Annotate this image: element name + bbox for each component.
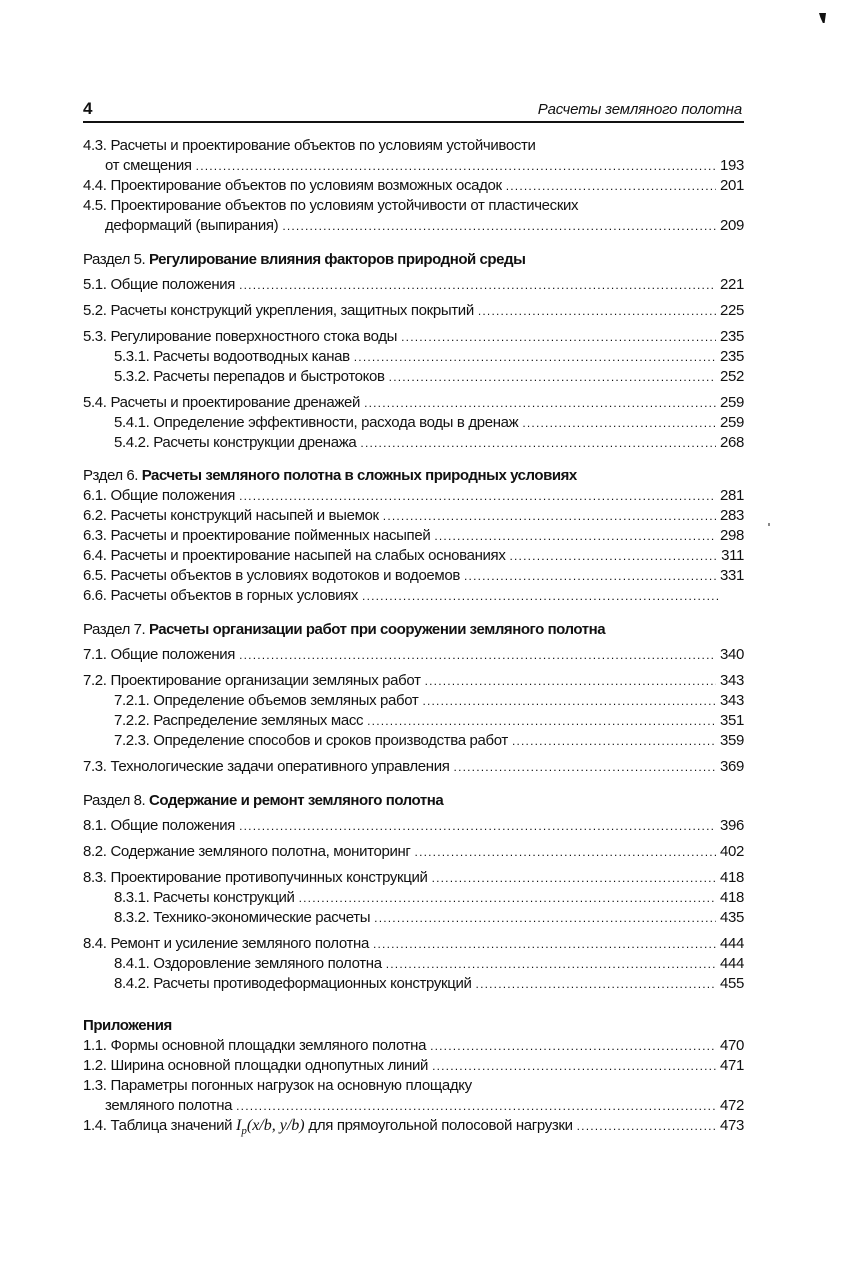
leader-dots bbox=[386, 954, 716, 974]
toc-entry-6-3[interactable]: 6.3. Расчеты и проектирование пойменных насыпей ..... 298 bbox=[83, 526, 744, 546]
toc-entry-6-4[interactable]: 6.4. Расчеты и проектирование насыпей на слабых основаниях ..... 311 bbox=[83, 546, 744, 566]
page-ref: 435 bbox=[720, 909, 744, 926]
toc-entry-8-4-1[interactable]: 8.4.1. Оздоровление земляного полотна ..... 444 bbox=[83, 954, 744, 974]
page-ref: 221 bbox=[720, 276, 744, 293]
leader-dots bbox=[239, 816, 716, 836]
toc-entry-7-2-3[interactable]: 7.2.3. Определение способов и сроков производства работ ..... 359 bbox=[83, 731, 744, 751]
page-ref: 444 bbox=[720, 935, 744, 952]
leader-dots bbox=[239, 486, 716, 506]
toc-entry-6-5[interactable]: 6.5. Расчеты объектов в условиях водотоков и водоемов ..... 331 bbox=[83, 566, 744, 586]
page-ref: 343 bbox=[720, 692, 744, 709]
leader-dots bbox=[415, 842, 716, 862]
toc-entry-4-5-cont[interactable]: деформаций (выпирания) ..... 209 bbox=[83, 216, 744, 236]
leader-dots bbox=[239, 275, 716, 295]
page-header bbox=[83, 99, 744, 123]
leader-dots bbox=[282, 216, 716, 236]
leader-dots bbox=[425, 671, 716, 691]
running-title: Расчеты земляного полотна bbox=[537, 101, 742, 118]
page-ref: 281 bbox=[720, 487, 744, 504]
page-ref: 470 bbox=[720, 1037, 744, 1054]
toc-entry-app-1-3[interactable]: 1.3. Параметры погонных нагрузок на основную площадку bbox=[83, 1077, 472, 1094]
section-heading-7: Раздел 7. Расчеты организации работ при сооружении земляного полотна bbox=[83, 621, 606, 638]
page-ref: 455 bbox=[720, 975, 744, 992]
toc-entry-app-1-2[interactable]: 1.2. Ширина основной площадки однопутных линий ..... 471 bbox=[83, 1056, 744, 1076]
appendix-heading: Приложения bbox=[83, 1017, 172, 1034]
section-heading-5: Раздел 5. Регулирование влияния факторов природной среды bbox=[83, 251, 526, 268]
toc-entry-7-2[interactable]: 7.2. Проектирование организации земляных работ ..... 343 bbox=[83, 671, 744, 691]
toc-entry-5-3-1[interactable]: 5.3.1. Расчеты водоотводных канав ..... 235 bbox=[83, 347, 744, 367]
leader-dots bbox=[367, 711, 716, 731]
page-ref: 369 bbox=[720, 758, 744, 775]
leader-dots bbox=[196, 156, 716, 176]
leader-dots bbox=[464, 566, 716, 586]
leader-dots bbox=[454, 757, 716, 777]
scan-corner-mark bbox=[819, 13, 826, 23]
toc-entry-4-5[interactable]: 4.5. Проектирование объектов по условиям устойчивости от пластических bbox=[83, 197, 579, 214]
page-ref: 235 bbox=[720, 328, 744, 345]
toc-entry-5-2[interactable]: 5.2. Расчеты конструкций укрепления, защитных покрытий ..... 225 bbox=[83, 301, 744, 321]
toc-entry-app-1-3-cont[interactable]: земляного полотна ..... 472 bbox=[83, 1096, 744, 1116]
leader-dots bbox=[374, 908, 716, 928]
page-ref: 340 bbox=[720, 646, 744, 663]
scan-speck bbox=[768, 523, 770, 526]
leader-dots bbox=[509, 546, 716, 566]
toc-entry-8-3-2[interactable]: 8.3.2. Технико-экономические расчеты ..... 435 bbox=[83, 908, 744, 928]
formula: $I_p(x/b$, y/b) bbox=[236, 1117, 305, 1138]
leader-dots bbox=[432, 868, 716, 888]
leader-dots bbox=[401, 327, 716, 347]
leader-dots bbox=[432, 1056, 716, 1076]
toc-entry-8-4-2[interactable]: 8.4.2. Расчеты противодеформационных конструкций ..... 455 bbox=[83, 974, 744, 994]
toc-entry-5-3-2[interactable]: 5.3.2. Расчеты перепадов и быстротоков ..... 252 bbox=[83, 367, 744, 387]
page-ref: 311 bbox=[721, 547, 744, 564]
leader-dots bbox=[383, 506, 716, 526]
page-ref: 209 bbox=[720, 217, 744, 234]
page-ref: 252 bbox=[720, 368, 744, 385]
toc-entry-8-2[interactable]: 8.2. Содержание земляного полотна, мониторинг ..... 402 bbox=[83, 842, 744, 862]
page-ref: 259 bbox=[720, 394, 744, 411]
leader-dots bbox=[362, 586, 720, 606]
toc-entry-7-2-2[interactable]: 7.2.2. Распределение земляных масс ..... 351 bbox=[83, 711, 744, 731]
page-ref: 201 bbox=[720, 177, 744, 194]
page-ref: 298 bbox=[720, 527, 744, 544]
toc-entry-5-4-2[interactable]: 5.4.2. Расчеты конструкции дренажа ..... 268 bbox=[83, 433, 744, 453]
page-number: 4 bbox=[83, 99, 93, 118]
toc-entry-8-3-1[interactable]: 8.3.1. Расчеты конструкций ..... 418 bbox=[83, 888, 744, 908]
leader-dots bbox=[422, 691, 716, 711]
toc-entry-app-1-1[interactable]: 1.1. Формы основной площадки земляного полотна ..... 470 bbox=[83, 1036, 744, 1056]
page-ref: 396 bbox=[720, 817, 744, 834]
page-ref: 351 bbox=[720, 712, 744, 729]
leader-dots bbox=[506, 176, 716, 196]
page-ref: 225 bbox=[720, 302, 744, 319]
toc-entry-5-1[interactable]: 5.1. Общие положения ..... 221 bbox=[83, 275, 744, 295]
leader-dots bbox=[512, 731, 716, 751]
toc-entry-5-3[interactable]: 5.3. Регулирование поверхностного стока воды ..... 235 bbox=[83, 327, 744, 347]
leader-dots bbox=[360, 433, 716, 453]
page-ref: 472 bbox=[720, 1097, 744, 1114]
leader-dots bbox=[364, 393, 716, 413]
page-ref: 471 bbox=[720, 1057, 744, 1074]
section-heading-8: Раздел 8. Содержание и ремонт земляного полотна bbox=[83, 792, 444, 809]
page-ref: 259 bbox=[720, 414, 744, 431]
leader-dots bbox=[373, 934, 716, 954]
leader-dots bbox=[389, 367, 716, 387]
toc-entry-4-3[interactable]: 4.3. Расчеты и проектирование объектов по условиям устойчивости bbox=[83, 137, 536, 154]
page-ref: 473 bbox=[720, 1117, 744, 1134]
page-ref: 418 bbox=[720, 889, 744, 906]
toc-entry-6-1[interactable]: 6.1. Общие положения ..... 281 bbox=[83, 486, 744, 506]
toc-entry-7-1[interactable]: 7.1. Общие положения ..... 340 bbox=[83, 645, 744, 665]
table-of-contents bbox=[83, 136, 744, 1136]
toc-entry-7-3[interactable]: 7.3. Технологические задачи оперативного управления ..... 369 bbox=[83, 757, 744, 777]
leader-dots bbox=[239, 645, 716, 665]
toc-entry-8-3[interactable]: 8.3. Проектирование противопучинных конструкций ..... 418 bbox=[83, 868, 744, 888]
leader-dots bbox=[430, 1036, 716, 1056]
page-ref: 343 bbox=[720, 672, 744, 689]
leader-dots bbox=[434, 526, 716, 546]
section-heading-6: Рздел 6. Расчеты земляного полотна в сложных природных условиях bbox=[83, 467, 577, 484]
toc-entry-6-6[interactable]: 6.6. Расчеты объектов в горных условиях ..... bbox=[83, 586, 744, 606]
page-ref: 444 bbox=[720, 955, 744, 972]
page-ref: 268 bbox=[720, 434, 744, 451]
toc-entry-4-4[interactable]: 4.4. Проектирование объектов по условиям возможных осадок ..... 201 bbox=[83, 176, 744, 196]
toc-entry-6-2[interactable]: 6.2. Расчеты конструкций насыпей и выемок ..... 283 bbox=[83, 506, 744, 526]
toc-entry-5-4[interactable]: 5.4. Расчеты и проектирование дренажей ..... 259 bbox=[83, 393, 744, 413]
toc-entry-8-1[interactable]: 8.1. Общие положения ..... 396 bbox=[83, 816, 744, 836]
toc-entry-7-2-1[interactable]: 7.2.1. Определение объемов земляных работ ..... 343 bbox=[83, 691, 744, 711]
leader-dots bbox=[354, 347, 716, 367]
leader-dots bbox=[478, 301, 716, 321]
page-ref: 402 bbox=[720, 843, 744, 860]
toc-entry-5-4-1[interactable]: 5.4.1. Определение эффективности, расхода воды в дренаж ..... 259 bbox=[83, 413, 744, 433]
leader-dots bbox=[522, 413, 716, 433]
toc-entry-4-3-cont[interactable]: от смещения ..... 193 bbox=[83, 156, 744, 176]
leader-dots bbox=[476, 974, 716, 994]
toc-entry-app-1-4[interactable]: 1.4. Таблица значений $I_p(x/b$, y/b) для прямоугольной полосовой нагрузки ..... 473 bbox=[83, 1116, 744, 1136]
page-ref: 418 bbox=[720, 869, 744, 886]
page-ref: 235 bbox=[720, 348, 744, 365]
page-ref: 283 bbox=[720, 507, 744, 524]
toc-entry-8-4[interactable]: 8.4. Ремонт и усиление земляного полотна ..... 444 bbox=[83, 934, 744, 954]
page-ref: 193 bbox=[720, 157, 744, 174]
leader-dots bbox=[577, 1116, 716, 1136]
page-ref: 359 bbox=[720, 732, 744, 749]
leader-dots bbox=[299, 888, 716, 908]
leader-dots bbox=[236, 1096, 716, 1116]
page-ref: 331 bbox=[720, 567, 744, 584]
